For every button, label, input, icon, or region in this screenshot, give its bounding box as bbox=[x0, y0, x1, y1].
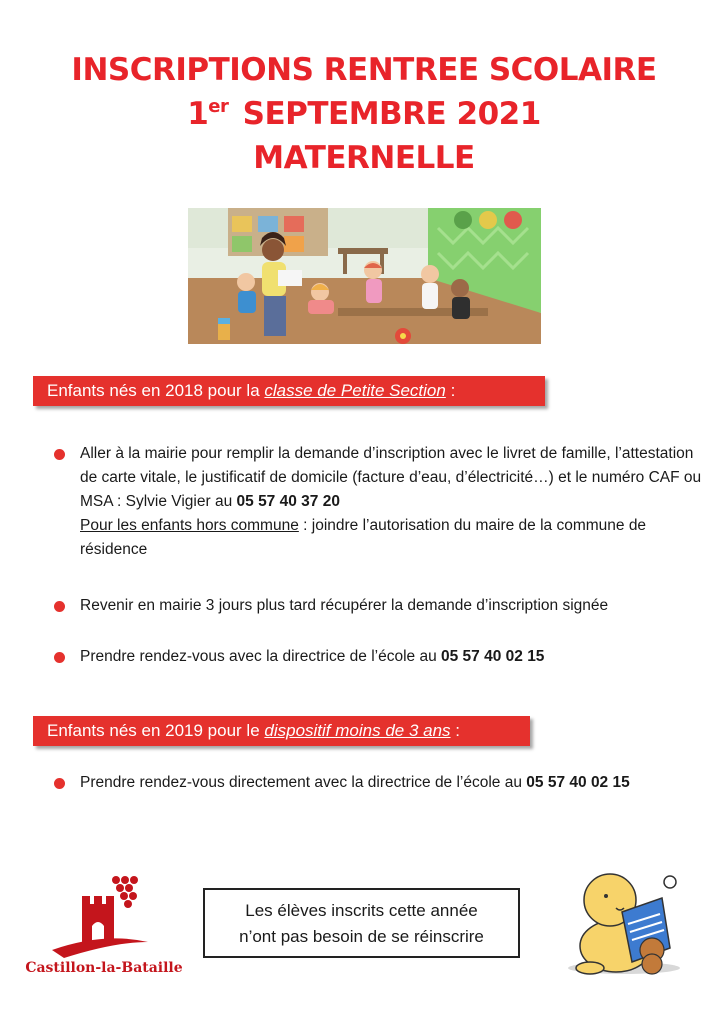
notice-line-1: Les élèves inscrits cette année bbox=[245, 901, 478, 920]
bullet-icon bbox=[54, 652, 65, 663]
banner-moins-3-ans bbox=[33, 716, 530, 746]
bullet-icon bbox=[54, 778, 65, 789]
hors-commune-link[interactable]: Pour les enfants hors commune bbox=[80, 517, 299, 534]
banner-moins-3-ans-prefix: Enfants nés en 2019 pour le bbox=[47, 721, 265, 740]
petite-section-link[interactable]: classe de Petite Section bbox=[264, 381, 446, 400]
item-rendez-vous-text: Prendre rendez-vous avec la directrice de l’école au bbox=[80, 648, 441, 665]
title-month: SEPTEMBRE 2021 bbox=[242, 96, 541, 132]
item-rendez-vous-direct-text: Prendre rendez-vous directement avec la directrice de l’école au bbox=[80, 774, 527, 791]
phone-ecole: 05 57 40 02 15 bbox=[441, 648, 545, 665]
title-ordinal: er bbox=[208, 96, 229, 117]
hors-commune-note: : joindre l’autorisation du maire de la commune de résidence bbox=[80, 517, 647, 558]
title-line-3: MATERNELLE bbox=[253, 140, 475, 176]
castillon-logo bbox=[24, 872, 184, 982]
banner-moins-3-ans-suffix: : bbox=[450, 721, 460, 740]
title-line-1: INSCRIPTIONS RENTREE SCOLAIRE bbox=[71, 52, 657, 88]
banner-petite-section bbox=[33, 376, 545, 406]
title-line-2 bbox=[0, 96, 728, 132]
list-item-rendez-vous-directement bbox=[80, 771, 710, 795]
phone-ecole-2: 05 57 40 02 15 bbox=[526, 774, 630, 791]
baby-reading-illustration bbox=[566, 868, 686, 980]
bullet-icon bbox=[54, 449, 65, 460]
bullet-icon bbox=[54, 601, 65, 612]
phone-mairie: 05 57 40 37 20 bbox=[236, 493, 340, 510]
item-mairie-text: Aller à la mairie pour remplir la demande d’inscription avec le livret de famille, l’attestation de carte vitale, le justificatif de domicile (facture d’eau, d’électricité…) et le numéro CAF ou MSA : Sylvie Vigier au bbox=[80, 445, 702, 510]
castle-icon bbox=[24, 872, 184, 962]
banner-petite-section-suffix: : bbox=[445, 381, 456, 400]
classroom-illustration bbox=[188, 208, 541, 344]
logo-text: Castillon-la-Bataille bbox=[25, 960, 183, 976]
notice-line-2: n’ont pas besoin de se réinscrire bbox=[239, 927, 484, 946]
title-day: 1 bbox=[187, 96, 209, 132]
list-item-mairie bbox=[80, 442, 710, 562]
list-item-rendez-vous bbox=[80, 645, 710, 669]
notice-box bbox=[203, 888, 520, 958]
list-item-revenir: Revenir en mairie 3 jours plus tard récupérer la demande d’inscription signée bbox=[80, 597, 609, 614]
banner-petite-section-prefix: Enfants nés en 2018 pour la bbox=[47, 381, 265, 400]
dispositif-link[interactable]: dispositif moins de 3 ans bbox=[264, 721, 451, 740]
